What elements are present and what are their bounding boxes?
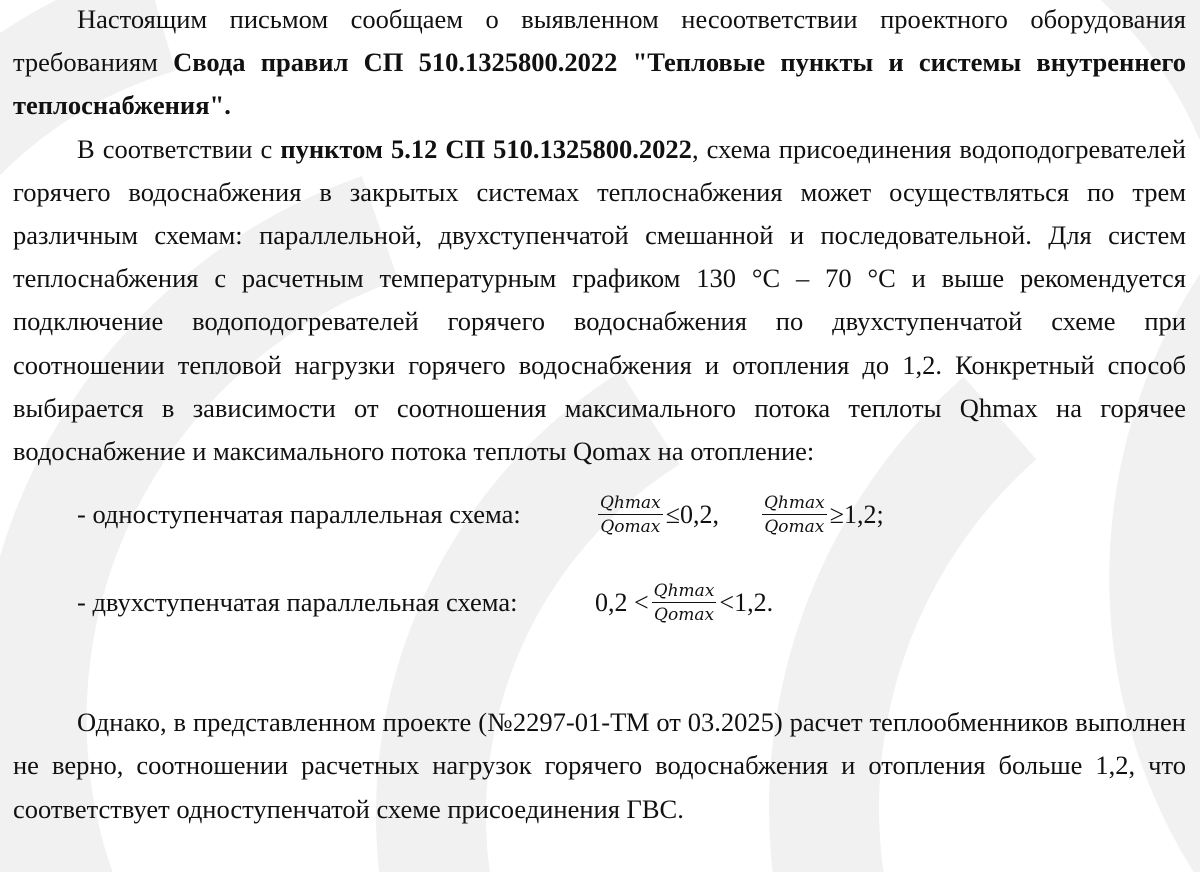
requirements-body: , схема присоединения водоподогревателей горячего водоснабжения в закрытых системах теплоснабжения может осуществляться по трем различным схемам: параллельной, двухступенчатой смешанной и последовательной. Для систем теплоснабжения с расчетным температурным графиком 130 °С – 70 °С и выше рекомендуется подключение водоподогревателей горячего водоснабжения по двухступенчатой схеме при соотношении тепловой нагрузки горячего водоснабжения и отопления до 1,2. Конкретный способ выбирается в зависимости от соотношения максимального потока теплоты Qhmax на горячее водоснабжение и максимального потока теплоты Qomax на отопление:	[13, 133, 1186, 467]
standard-reference: Свода правил СП 510.1325800.2022 "Тепловые пункты и системы внутреннего теплоснабжения".	[13, 47, 1186, 121]
fraction-denominator: Qomax	[764, 516, 825, 537]
fraction-denominator: Qomax	[654, 604, 715, 625]
fraction-numerator: Qhmax	[653, 580, 715, 601]
threshold-value: 1,2;	[844, 500, 884, 530]
requirements-paragraph	[13, 128, 1186, 474]
conclusion-paragraph	[13, 701, 1186, 831]
fraction-denominator: Qomax	[600, 516, 661, 537]
single-stage-first-condition	[595, 479, 719, 551]
upper-bound: <1,2.	[719, 588, 774, 618]
single-stage-formula-row	[13, 479, 1186, 551]
clause-reference: пунктом 5.12 СП 510.1325800.2022	[280, 133, 692, 164]
heat-ratio-fraction	[652, 580, 717, 627]
threshold-value: 0,2,	[680, 500, 720, 530]
conclusion-text: Однако, в представленном проекте (№2297-01-ТМ от 03.2025) расчет теплообменников выполнен не верно, соотношении расчетных нагрузок горячего водоснабжения и отопления больше 1,2, что соответствует одноступенчатой схеме присоединения ГВС.	[13, 707, 1186, 824]
single-stage-second-condition	[759, 479, 884, 551]
opening-paragraph	[13, 0, 1186, 128]
two-stage-condition	[595, 567, 773, 639]
two-stage-formula-row	[13, 571, 1186, 643]
heat-ratio-fraction	[598, 492, 663, 539]
heat-ratio-fraction	[762, 492, 827, 539]
two-stage-label: - двухступенчатая параллельная схема:	[77, 587, 518, 618]
fraction-numerator: Qhmax	[600, 492, 661, 513]
lower-bound: 0,2 <	[595, 588, 649, 618]
comparison-operator: ≥	[829, 500, 845, 530]
opening-intro-text: Настоящим письмом сообщаем о выявленном несоответствии проектного оборудования требованиям	[13, 4, 1186, 78]
fraction-numerator: Qhmax	[764, 492, 825, 513]
single-stage-label: - одноступенчатая параллельная схема:	[77, 499, 521, 530]
requirements-prefix: В соответствии с	[77, 133, 281, 164]
comparison-operator: ≤	[665, 500, 681, 530]
